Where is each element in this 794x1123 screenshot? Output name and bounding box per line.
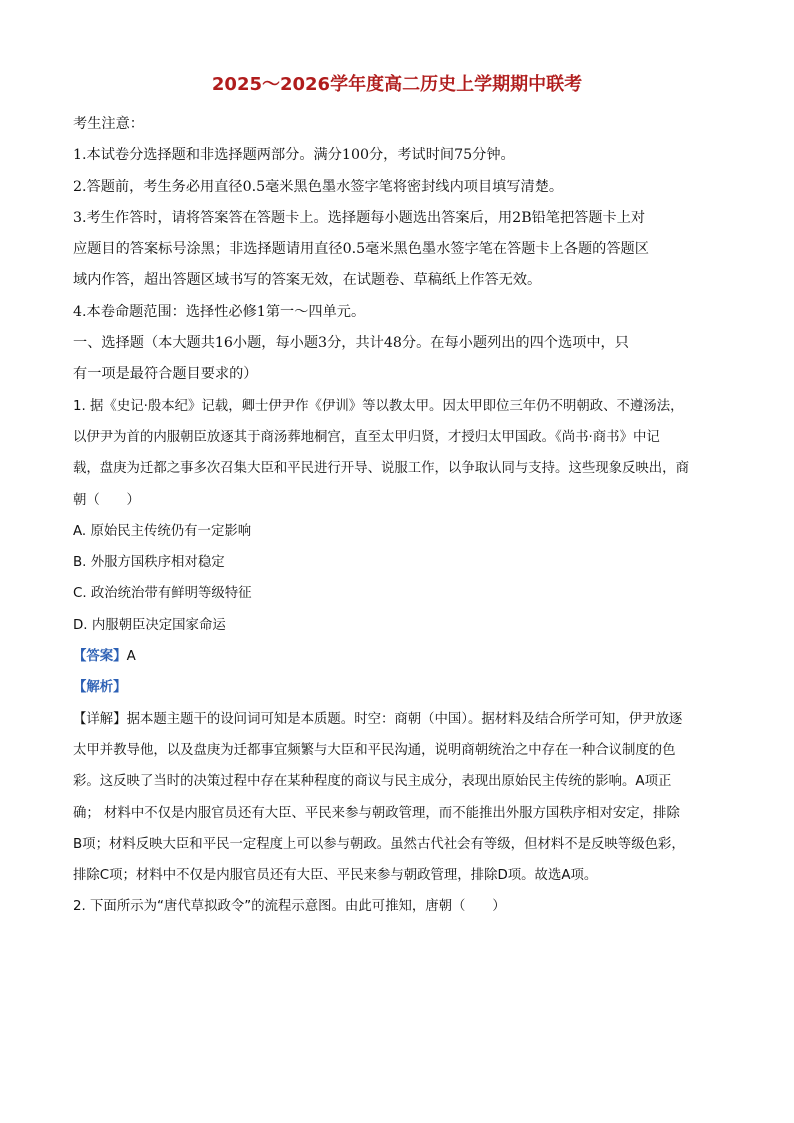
- question-1-stem-line-3: 载，盘庚为迁都之事多次召集大臣和平民进行开导、说服工作，以争取认同与支持。这些现象反映出，商: [73, 461, 689, 477]
- question-1-stem-line-1: 1. 据《史记·殷本纪》记载，卿士伊尹作《伊训》等以教太甲。因太甲即位三年仍不明朝政、不遵汤法，: [73, 398, 684, 414]
- answer-value: A: [126, 649, 136, 665]
- question-2-stem: 2. 下面所示为“唐代草拟政令”的流程示意图。由此可推知，唐朝（ ）: [73, 899, 506, 915]
- analysis-line: [73, 672, 723, 703]
- notice-item-1: 1.本试卷分选择题和非选择题两部分。满分100分，考试时间75分钟。: [73, 147, 515, 164]
- page-title: 2025～2026学年度高二历史上学期期中联考: [211, 74, 583, 95]
- option-c: C. 政治统治带有鲜明等级特征: [73, 586, 252, 602]
- notice-item-3-line-3: 域内作答，超出答题区域书写的答案无效，在试题卷、草稿纸上作答无效。: [73, 272, 542, 289]
- question-1-stem-line-2: 以伊尹为首的内服朝臣放逐其于商汤葬地桐宫，直至太甲归贤，才授归太甲国政。《尚书·商书》中记: [73, 429, 660, 445]
- detail-line-6: 排除C项；材料中不仅是内服官员还有大臣、平民来参与朝政管理，排除D项。故选A项。: [73, 868, 598, 884]
- document-body: [73, 109, 723, 923]
- answer-line: [73, 641, 723, 672]
- option-b: B. 外服方国秩序相对稳定: [73, 555, 225, 571]
- detail-line-5: B项；材料反映大臣和平民一定程度上可以参与朝政。虽然古代社会有等级，但材料不是反映等级色彩，: [73, 836, 685, 852]
- notice-heading: 考生注意：: [73, 116, 144, 132]
- notice-item-2: 2.答题前，考生务必用直径0.5毫米黑色墨水签字笔将密封线内项目填写清楚。: [73, 178, 564, 195]
- detail-tag: 【详解】: [73, 711, 127, 727]
- option-a: A. 原始民主传统仍有一定影响: [73, 523, 252, 539]
- question-1-stem-line-4: 朝（ ）: [73, 492, 140, 508]
- detail-text-1: 据本题主题干的设问词可知是本质题。时空：商朝（中国）。据材料及结合所学可知，伊尹放逐: [126, 711, 683, 727]
- section-heading-line-1: 一、选择题（本大题共16小题，每小题3分，共计48分。在每小题列出的四个选项中，只: [73, 335, 629, 352]
- section-heading-line-2: 有一项是最符合题目要求的）: [73, 366, 258, 383]
- option-d: D. 内服朝臣决定国家命运: [73, 617, 226, 633]
- analysis-tag: 【解析】: [73, 680, 127, 696]
- answer-tag: 【答案】: [73, 649, 127, 665]
- detail-line-1: [73, 704, 723, 735]
- notice-item-4: 4.本卷命题范围：选择性必修1第一～四单元。: [73, 303, 366, 320]
- detail-line-2: 太甲并教导他，以及盘庚为迁都事宜频繁与大臣和平民沟通，说明商朝统治之中存在一种合议制度的色: [73, 742, 676, 758]
- notice-item-3-line-2: 应题目的答案标号涂黑；非选择题请用直径0.5毫米黑色墨水签字笔在答题卡上各题的答题区: [73, 241, 649, 258]
- detail-line-4: 确； 材料中不仅是内服官员还有大臣、平民来参与朝政管理，而不能推出外服方国秩序相对安定，排除: [73, 805, 680, 821]
- detail-line-3: 彩。这反映了当时的决策过程中存在某种程度的商议与民主成分，表现出原始民主传统的影响。A项正: [73, 774, 672, 790]
- notice-item-3-line-1: 3.考生作答时，请将答案答在答题卡上。选择题每小题选出答案后，用2B铅笔把答题卡上对: [73, 209, 646, 226]
